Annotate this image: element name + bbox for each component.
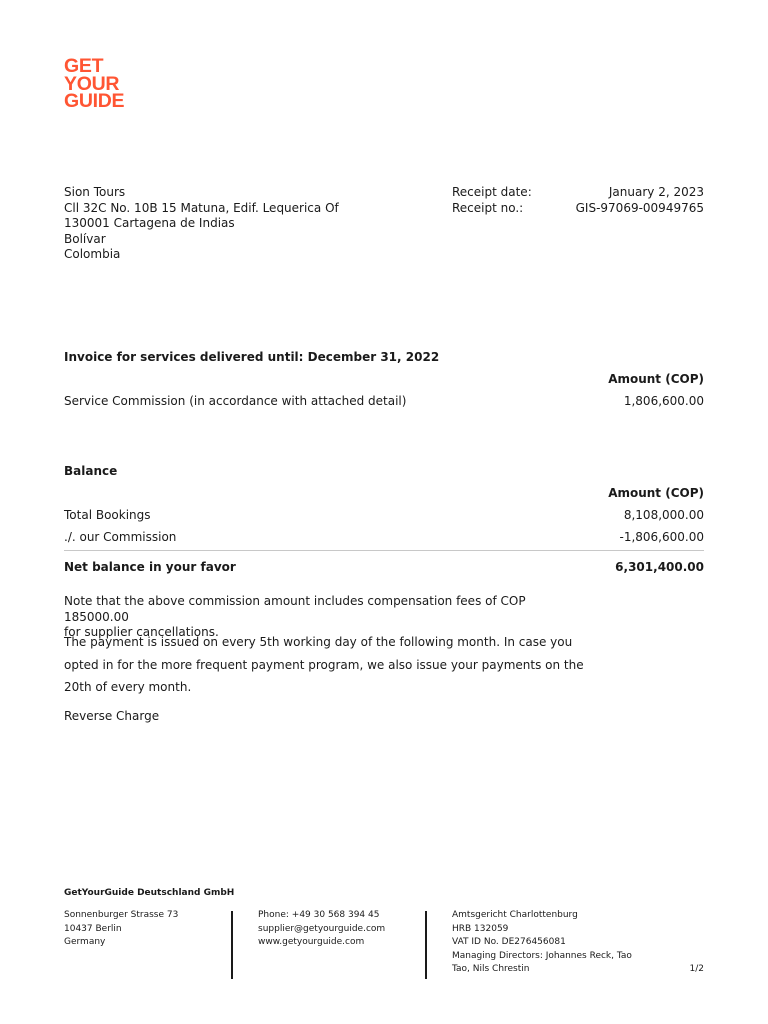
reverse-charge-text: Reverse Charge [64, 709, 160, 723]
commission-label: ./. our Commission [64, 530, 177, 544]
recipient-country: Colombia [64, 247, 121, 261]
footer-legal [452, 909, 632, 977]
page-number: 1/2 [689, 964, 704, 974]
receipt-date-label: Receipt date: [452, 185, 532, 199]
receipt-no-value: GIS-97069-00949765 [575, 200, 704, 215]
logo-line-your: YOUR [64, 72, 120, 95]
footer-website-link[interactable]: www.getyourguide.com [258, 937, 365, 947]
payment-note-line-3: 20th of every month. [64, 680, 192, 694]
receipt-date-value: January 2, 2023 [608, 185, 704, 199]
logo-line-get: GET [64, 55, 104, 77]
footer-legal-line: Managing Directors: Johannes Reck, Tao [452, 950, 632, 961]
footer-legal-line: VAT ID No. DE276456081 [452, 937, 566, 947]
footer-divider-2 [425, 911, 427, 979]
invoice-item-label: Service Commission (in accordance with attached detail) [64, 394, 407, 408]
payment-note-line-1: The payment is issued on every 5th working day of the following month. In case you [64, 635, 573, 649]
recipient-street: Cll 32C No. 10B 15 Matuna, Edif. Lequerica Of [64, 200, 339, 215]
compensation-note-line-2: for supplier cancellations. [64, 625, 219, 639]
net-balance-label: Net balance in your favor [64, 560, 236, 574]
footer-contact [258, 909, 385, 950]
footer-email-link[interactable]: supplier@getyourguide.com [258, 923, 386, 934]
payment-note-line-2: opted in for the more frequent payment program, we also issue your payments on the [64, 657, 584, 672]
total-bookings-value: 8,108,000.00 [623, 508, 704, 522]
footer-address-line: Sonnenburger Strasse 73 [64, 910, 179, 920]
footer-address-line: Germany [64, 937, 106, 947]
footer-company-name: GetYourGuide Deutschland GmbH [64, 888, 235, 898]
recipient-region: Bolívar [64, 231, 106, 246]
total-bookings-label: Total Bookings [64, 508, 151, 522]
footer-legal-line: Tao, Nils Chrestin [452, 964, 530, 974]
invoice-item-value: 1,806,600.00 [623, 394, 704, 408]
commission-value: -1,806,600.00 [619, 530, 704, 544]
net-balance-value: 6,301,400.00 [615, 560, 704, 574]
balance-amount-header: Amount (COP) [608, 486, 704, 500]
recipient-city: 130001 Cartagena de Indias [64, 216, 235, 230]
payment-note [64, 631, 594, 699]
invoice-amount-header: Amount (COP) [608, 372, 704, 386]
balance-heading: Balance [64, 464, 118, 478]
footer-phone: Phone: +49 30 568 394 45 [258, 910, 380, 920]
getyourguide-logo [64, 55, 125, 112]
compensation-note-line-1: Note that the above commission amount includes compensation fees of COP 185000.00 [64, 594, 526, 624]
receipt-no-label: Receipt no.: [452, 200, 524, 215]
footer-address-line: 10437 Berlin [64, 923, 122, 934]
recipient-address [64, 185, 339, 263]
balance-divider [64, 550, 704, 551]
logo-line-guide: GUIDE [64, 90, 125, 112]
footer-legal-line: HRB 132059 [452, 923, 509, 934]
footer-divider-1 [231, 911, 233, 979]
footer-legal-line: Amtsgericht Charlottenburg [452, 910, 578, 920]
invoice-heading: Invoice for services delivered until: December 31, 2022 [64, 350, 440, 364]
footer-address [64, 909, 178, 950]
recipient-name: Sion Tours [64, 185, 126, 199]
